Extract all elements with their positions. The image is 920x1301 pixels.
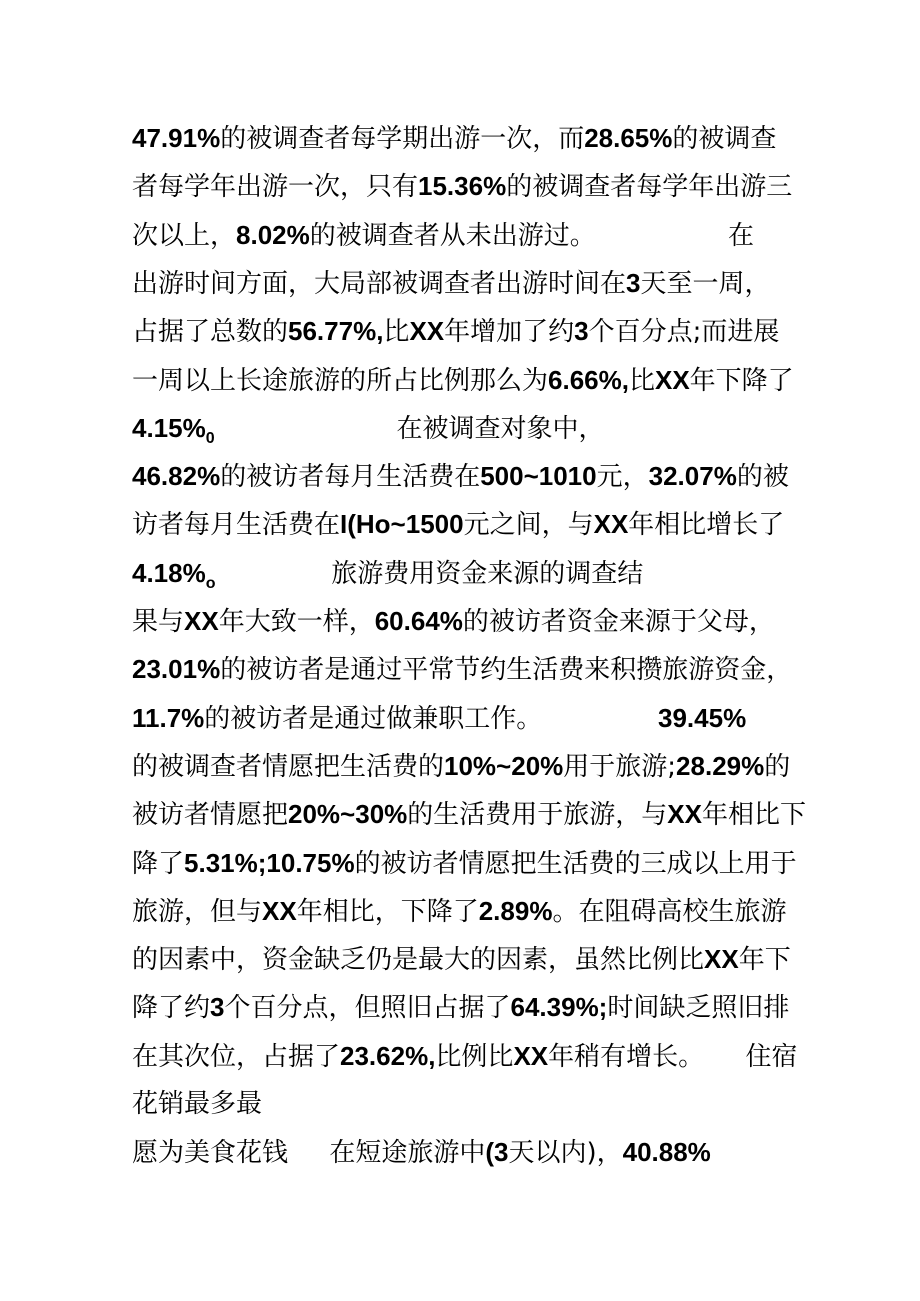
text-run: 比 xyxy=(628,365,655,396)
text-line xyxy=(132,360,812,400)
bold-figure: 4.18% xyxy=(132,557,206,588)
text-run: 的被访者是通过平常节约生活费来积攒旅游资金， xyxy=(220,655,793,686)
bold-figure: 46.82% xyxy=(132,461,221,492)
text-line xyxy=(132,891,812,931)
text-run: 的被访者每月生活费在 xyxy=(220,462,481,493)
text-run: 的因素中，资金缺乏仍是最大的因素，虽然比例比 xyxy=(132,945,705,976)
text-run: 的被访者资金来源于父母， xyxy=(462,607,775,637)
bold-figure: 47.91% xyxy=(132,123,221,153)
text-run: 的被调查者每学期出游一次，而 xyxy=(220,124,585,154)
bold-figure: XX xyxy=(513,1040,549,1071)
text-run: 年增加了约 xyxy=(444,317,575,348)
text-run: 的被调查 xyxy=(672,124,777,154)
bold-figure: I(Ho~1500 xyxy=(340,509,464,540)
text-line xyxy=(132,1036,812,1076)
bold-figure: 28.65% xyxy=(584,123,673,153)
text-run: 个百分点;而进展 xyxy=(588,317,780,348)
bold-figure: 40.88% xyxy=(622,1137,711,1168)
text-run: 年下 xyxy=(738,945,791,976)
text-run: 元之间，与 xyxy=(463,510,594,541)
bold-figure: XX xyxy=(654,364,690,395)
text-run: 天至一周， xyxy=(640,268,771,299)
text-line xyxy=(132,408,812,448)
bold-figure: 5.31%;10.75% xyxy=(184,847,355,878)
text-line xyxy=(132,166,812,206)
text-run: 旅游，但与 xyxy=(132,896,263,927)
text-run: 在被调查对象中， xyxy=(214,413,605,444)
text-run: 元， xyxy=(596,462,649,493)
bold-figure: 4.15% xyxy=(132,412,206,443)
text-run: 被访者情愿把 xyxy=(132,800,289,831)
text-run: 者每学年出游一次，只有 xyxy=(132,172,419,203)
bold-figure: 23.01% xyxy=(132,654,221,685)
text-line xyxy=(132,215,812,255)
text-run: 在其次位，占据了 xyxy=(132,1041,341,1072)
text-run: 的被调查者每学年出游三 xyxy=(506,172,793,203)
text-run: 比例比 xyxy=(435,1041,514,1072)
text-run: 的被 xyxy=(736,462,789,493)
text-run: 的生活费用于旅游，与 xyxy=(407,800,668,831)
text-run: 用于旅游; xyxy=(563,751,677,782)
text-run: 出游时间方面，大局部被调查者出游时间在 xyxy=(132,268,627,299)
text-run: 个百分点，但照旧占据了 xyxy=(224,993,511,1024)
text-line xyxy=(132,649,812,689)
bold-figure: 28.29% xyxy=(676,750,765,781)
bold-figure: 0 xyxy=(205,429,215,447)
bold-figure: 23.62%, xyxy=(340,1040,436,1071)
text-run: 比 xyxy=(383,317,410,348)
text-line xyxy=(132,311,812,351)
text-line xyxy=(132,746,812,786)
text-run: 年相比增长了 xyxy=(628,510,785,541)
bold-figure: 3 xyxy=(626,267,641,298)
text-line xyxy=(132,1084,812,1124)
text-run: 年下降了 xyxy=(689,365,794,396)
bold-figure: 39.45% xyxy=(658,702,747,733)
bold-figure: 6.66%, xyxy=(548,364,629,395)
bold-figure: 8.02% xyxy=(236,219,310,250)
bold-figure: XX xyxy=(593,509,629,540)
bold-figure: XX xyxy=(704,944,739,975)
text-line xyxy=(132,939,812,979)
bold-figure: XX xyxy=(667,799,702,830)
bold-figure: 20%~30% xyxy=(288,799,408,830)
bold-figure: XX xyxy=(262,895,297,926)
text-run: 的被调查者情愿把生活费的 xyxy=(132,751,445,782)
text-line xyxy=(132,263,812,303)
bold-figure: 10%~20% xyxy=(444,750,564,781)
bold-figure: 64.39%; xyxy=(510,992,608,1023)
text-run: 旅游费用资金来源的调查结 xyxy=(215,558,644,589)
text-run: 年大致一样， xyxy=(218,607,375,637)
text-run: 的 xyxy=(764,751,791,782)
text-run: 降了约 xyxy=(132,993,211,1024)
text-run: 降了 xyxy=(132,848,185,879)
bold-figure: 32.07% xyxy=(648,461,737,492)
text-line xyxy=(132,1132,812,1172)
text-line xyxy=(132,504,812,544)
text-line xyxy=(132,698,812,738)
text-run: 年稍有增长。 住宿 xyxy=(548,1041,798,1072)
bold-figure: 11.7% xyxy=(132,702,205,733)
text-run: 次以上， xyxy=(132,220,237,251)
text-run: 时间缺乏照旧排 xyxy=(607,993,790,1024)
text-line xyxy=(132,794,812,834)
bold-figure: (3 xyxy=(485,1137,509,1168)
bold-figure: 2.89% xyxy=(478,895,553,926)
text-run: 的被访者是通过做兼职工作。 xyxy=(204,703,659,734)
text-run: 年相比下 xyxy=(701,800,806,831)
text-run: 的被访者情愿把生活费的三成以上用于 xyxy=(354,848,797,879)
text-line xyxy=(132,553,812,593)
bold-figure: 15.36% xyxy=(418,171,507,202)
bold-figure: 500~1010 xyxy=(480,461,597,492)
text-run: 。在阻碍高校生旅游 xyxy=(552,896,787,927)
bold-figure: XX xyxy=(409,316,445,347)
text-run: 愿为美食花钱 在短途旅游中 xyxy=(132,1138,486,1169)
bold-figure: 56.77%, xyxy=(288,316,384,347)
bold-figure: XX xyxy=(184,606,219,636)
text-run: 一周以上长途旅游的所占比例那么为 xyxy=(132,365,549,396)
text-line xyxy=(132,987,812,1027)
text-line xyxy=(132,118,812,158)
text-run: 占据了总数的 xyxy=(132,317,289,348)
bold-figure: 3 xyxy=(210,992,225,1023)
text-run: 的被调查者从未出游过。 在 xyxy=(309,220,754,251)
bold-figure: 60.64% xyxy=(374,606,463,636)
text-run: 花销最多最 xyxy=(132,1089,263,1119)
text-run: 年相比，下降了 xyxy=(296,896,479,927)
bold-figure: o xyxy=(205,574,216,592)
text-run: 访者每月生活费在 xyxy=(132,510,341,541)
text-line xyxy=(132,601,812,641)
bold-figure: 3 xyxy=(574,316,589,347)
text-run: 天以内)， xyxy=(508,1138,623,1169)
text-line xyxy=(132,843,812,883)
text-run: 果与 xyxy=(132,607,185,637)
text-line xyxy=(132,456,812,496)
